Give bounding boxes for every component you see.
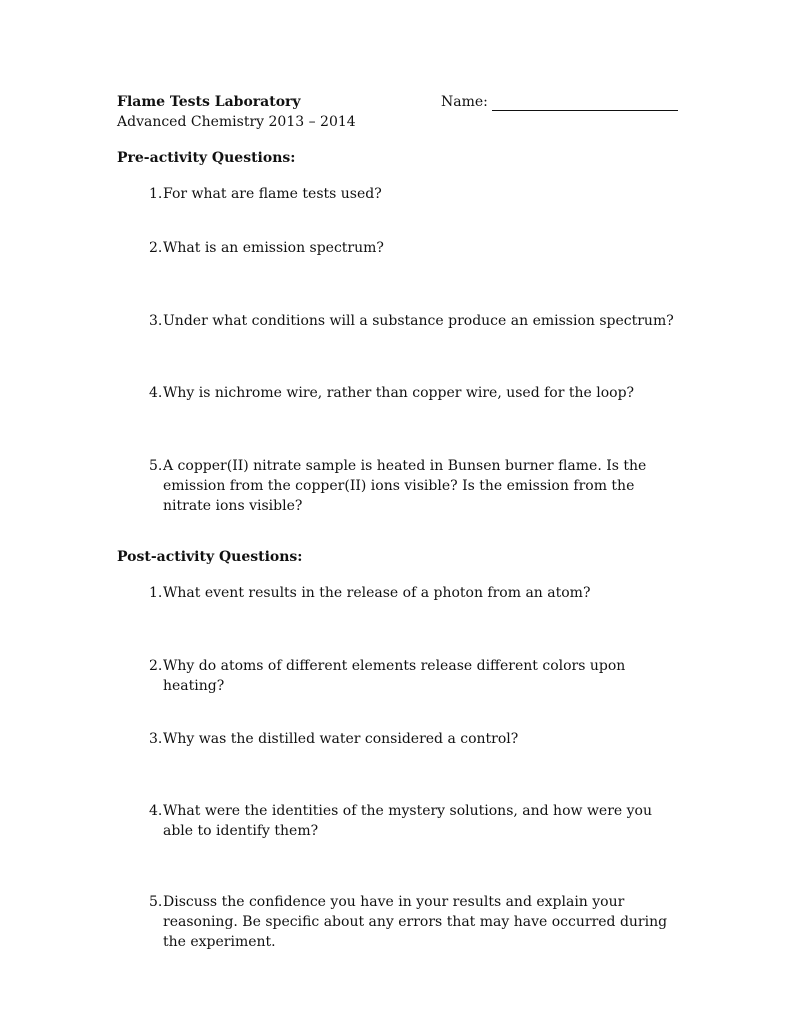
course-subtitle: Advanced Chemistry 2013 – 2014 [117,114,356,130]
post-question-2 [117,656,677,696]
post-activity-heading: Post-activity Questions: [117,549,303,565]
question-number: 3. [149,731,163,747]
question-number: 5. [149,894,163,910]
post-question-4 [117,801,669,841]
post-question-5 [117,892,669,952]
post-question-3 [117,729,677,749]
name-blank-line[interactable] [492,96,678,111]
question-number: 2. [149,658,163,674]
question-text: Why do atoms of different elements release different colors upon heating? [163,658,626,694]
question-text: What were the identities of the mystery solutions, and how were you able to identify them? [163,803,652,839]
pre-question-3 [117,311,677,331]
question-number: 1. [149,186,163,202]
question-text: For what are flame tests used? [163,186,382,202]
pre-question-4 [117,383,677,403]
question-text: What event results in the release of a photon from an atom? [163,585,591,601]
question-number: 5. [149,458,163,474]
pre-question-2 [117,238,677,258]
question-number: 4. [149,803,163,819]
question-number: 2. [149,240,163,256]
lab-title: Flame Tests Laboratory [117,94,301,110]
name-label: Name: [441,94,488,110]
question-number: 4. [149,385,163,401]
question-text: Why was the distilled water considered a control? [163,731,519,747]
question-text: A copper(II) nitrate sample is heated in Bunsen burner flame. Is the emission from the copper(II) ions visible? Is the emission from the nitrate ions visible? [163,458,647,514]
question-text: What is an emission spectrum? [163,240,384,256]
pre-question-5 [117,456,679,516]
question-number: 3. [149,313,163,329]
question-number: 1. [149,585,163,601]
question-text: Why is nichrome wire, rather than copper wire, used for the loop? [163,385,635,401]
post-question-1 [117,583,677,603]
pre-question-1 [117,184,677,204]
question-text: Under what conditions will a substance produce an emission spectrum? [163,313,674,329]
name-field [441,93,678,111]
question-text: Discuss the confidence you have in your results and explain your reasoning. Be specific about any errors that may have occurred during the experiment. [163,894,668,950]
pre-activity-heading: Pre-activity Questions: [117,150,296,166]
